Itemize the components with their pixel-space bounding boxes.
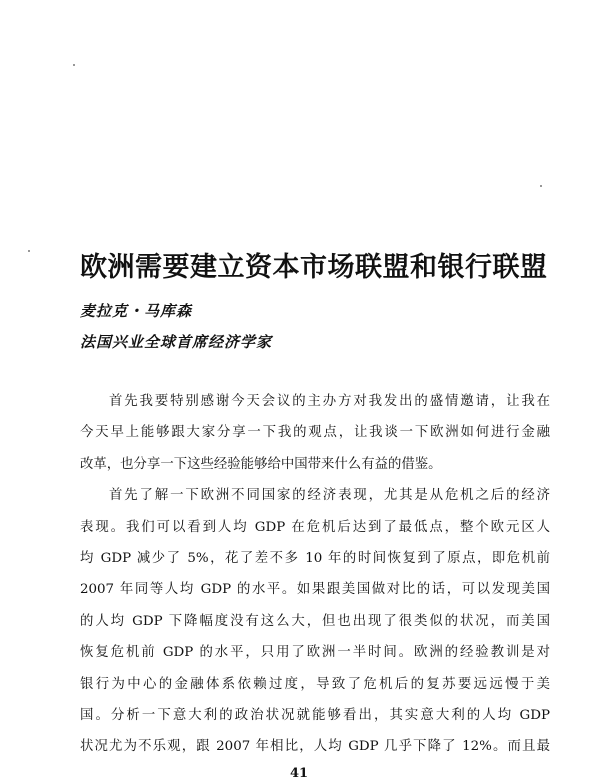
paragraph-2-line-9: 状况尤为不乐观，跟 2007 年相比，人均 GDP 几乎下降了 12%。而且最	[80, 739, 550, 755]
paragraph-2-line-6: 恢复危机前 GDP 的水平，只用了欧洲一半时间。欧洲的经验教训是对	[80, 645, 550, 661]
scan-speck	[73, 64, 75, 66]
paragraph-1-line-1: 首先我要特别感谢今天会议的主办方对我发出的盛情邀请，让我在	[109, 394, 550, 409]
paragraph-1-line-3: 改革，也分享一下这些经验能够给中国带来什么有益的借鉴。	[80, 456, 442, 472]
paragraph-2-line-5: 的人均 GDP 下降幅度没有这么大，但也出现了很类似的状况，而美国	[80, 613, 550, 629]
paragraph-2-line-3: 均 GDP 减少了 5%，花了差不多 10 年的时间恢复到了原点，即危机前	[80, 550, 550, 566]
paragraph-1-line-2: 今天早上能够跟大家分享一下我的观点，让我谈一下欧洲如何进行金融	[80, 425, 550, 441]
body-text	[80, 386, 550, 763]
paragraph-2-line-7: 银行为中心的金融体系依赖过度，导致了危机后的复苏要远远慢于美	[80, 676, 550, 692]
paragraph-2-line-4: 2007 年同等人均 GDP 的水平。如果跟美国做对比的话，可以发现美国	[80, 582, 550, 598]
page-number: 41	[290, 766, 309, 781]
author-name: 麦拉克・马库森	[80, 302, 193, 320]
author-affiliation: 法国兴业全球首席经济学家	[80, 333, 273, 351]
article-title: 欧洲需要建立资本市场联盟和银行联盟	[80, 252, 548, 283]
paragraph-2-line-8: 国。分析一下意大利的政治状况就能够看出，其实意大利的人均 GDP	[80, 707, 550, 723]
paragraph-2-line-2: 表现。我们可以看到人均 GDP 在危机后达到了最低点，整个欧元区人	[80, 519, 550, 535]
scan-speck	[28, 250, 30, 252]
scan-speck	[540, 185, 542, 187]
paragraph-2-line-1: 首先了解一下欧洲不同国家的经济表现，尤其是从危机之后的经济	[109, 488, 550, 504]
